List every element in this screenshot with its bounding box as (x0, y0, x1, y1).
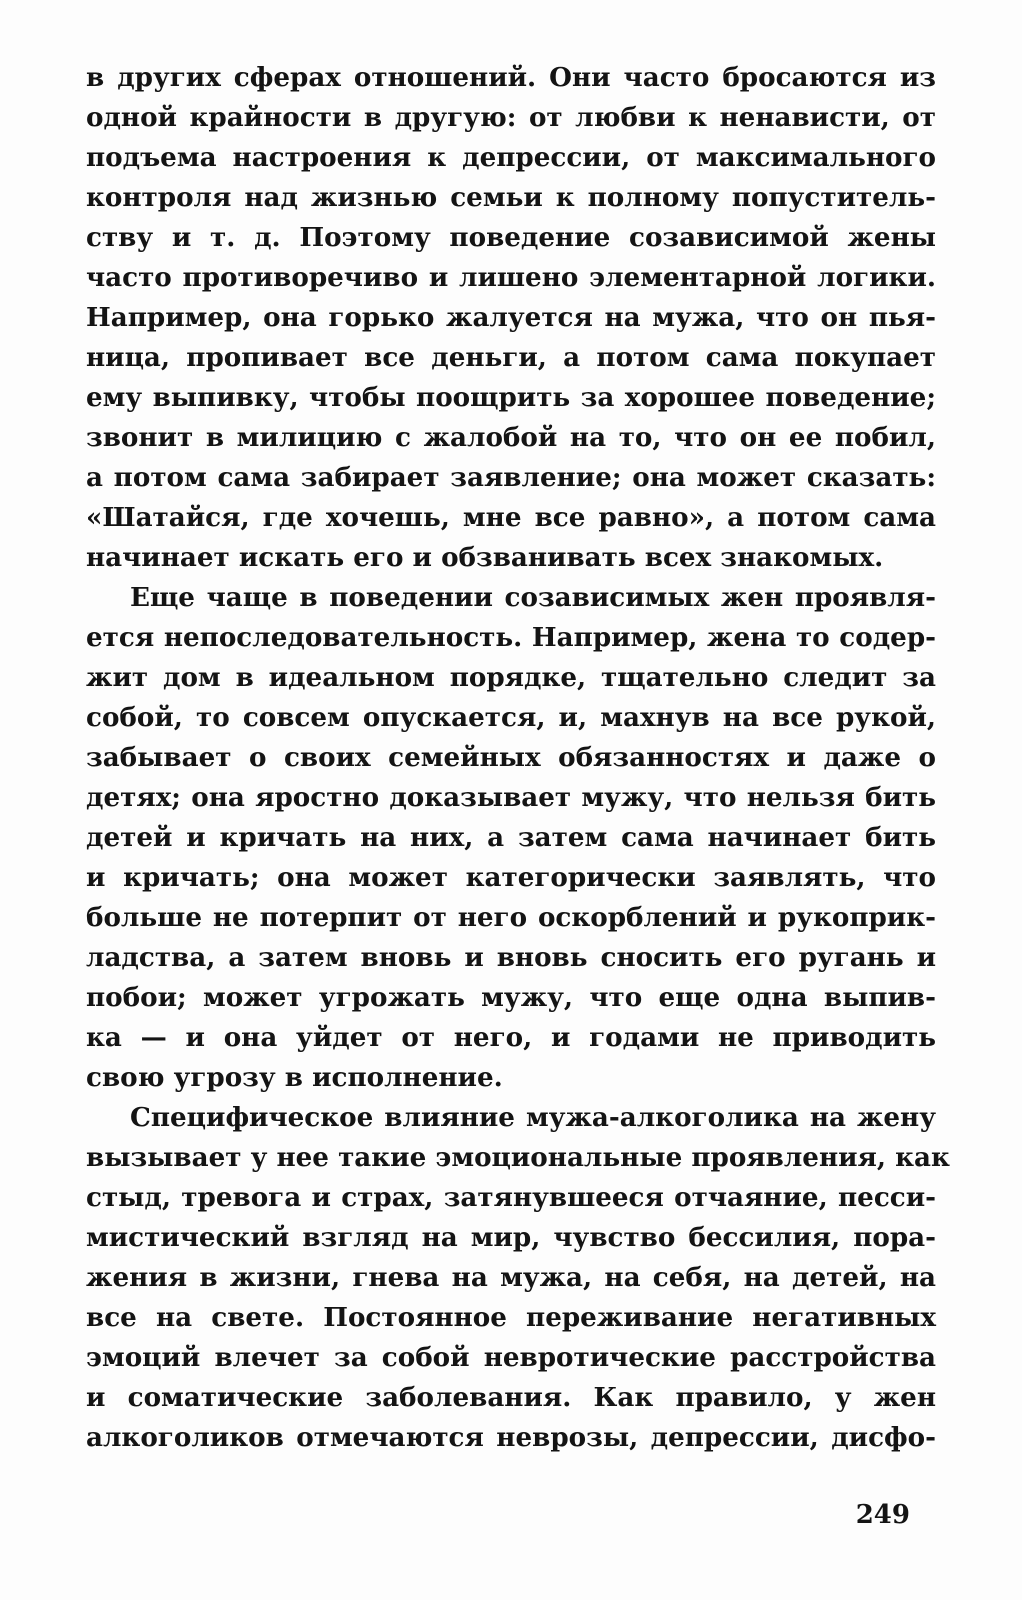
text-line: ладства, а затем вновь и вновь сносить его ругань и (86, 942, 936, 973)
text-line: Еще чаще в поведении созависимых жен проявля- (130, 582, 936, 613)
text-line: начинает искать его и обзванивать всех знакомых. (86, 542, 884, 573)
text-line: свою угрозу в исполнение. (86, 1062, 503, 1093)
text-line: ница, пропивает все деньги, а потом сама покупает (86, 342, 936, 373)
text-line: жения в жизни, гнева на мужа, на себя, на детей, на (86, 1262, 936, 1293)
text-line: в других сферах отношений. Они часто бросаются из (86, 62, 936, 93)
body-text (86, 58, 950, 1458)
text-line: ему выпивку, чтобы поощрить за хорошее поведение; (86, 382, 936, 413)
text-line: алкоголиков отмечаются неврозы, депрессии, дисфо- (86, 1422, 936, 1453)
page-number: 249 (855, 1500, 910, 1530)
text-line: подъема настроения к депрессии, от максимального (86, 142, 936, 173)
text-line: все на свете. Постоянное переживание негативных (86, 1302, 936, 1333)
text-line: звонит в милицию с жалобой на то, что он ее побил, (86, 422, 936, 453)
text-line: детей и кричать на них, а затем сама начинает бить (86, 822, 936, 853)
text-line: побои; может угрожать мужу, что еще одна выпив- (86, 982, 936, 1013)
text-line: детях; она яростно доказывает мужу, что нельзя бить (86, 782, 936, 813)
text-line: одной крайности в другую: от любви к ненависти, от (86, 102, 936, 133)
text-line: Специфическое влияние мужа-алкоголика на жену (130, 1102, 936, 1133)
text-line: и соматические заболевания. Как правило, у жен (86, 1382, 936, 1413)
text-line: собой, то совсем опускается, и, махнув на все рукой, (86, 702, 936, 733)
text-line: и кричать; она может категорически заявлять, что (86, 862, 936, 893)
text-line: а потом сама забирает заявление; она может сказать: (86, 462, 936, 493)
text-line: ется непоследовательность. Например, жена то содер- (86, 622, 936, 653)
text-line: вызывает у нее такие эмоциональные проявления, как (86, 1142, 950, 1173)
text-line: «Шатайся, где хочешь, мне все равно», а потом сама (86, 502, 936, 533)
text-line: больше не потерпит от него оскорблений и рукоприк- (86, 902, 936, 933)
text-line: Например, она горько жалуется на мужа, что он пья- (86, 302, 936, 333)
text-line: ству и т. д. Поэтому поведение созависимой жены (86, 222, 936, 253)
text-line: часто противоречиво и лишено элементарной логики. (86, 262, 936, 293)
text-line: эмоций влечет за собой невротические расстройства (86, 1342, 936, 1373)
text-line: стыд, тревога и страх, затянувшееся отчаяние, песси- (86, 1182, 936, 1213)
text-line: контроля над жизнью семьи к полному попуститель- (86, 182, 936, 213)
text-line: жит дом в идеальном порядке, тщательно следит за (86, 662, 936, 693)
text-line: мистический взгляд на мир, чувство бессилия, пора- (86, 1222, 936, 1253)
text-line: ка — и она уйдет от него, и годами не приводить (86, 1022, 936, 1053)
text-line: забывает о своих семейных обязанностях и даже о (86, 742, 936, 773)
